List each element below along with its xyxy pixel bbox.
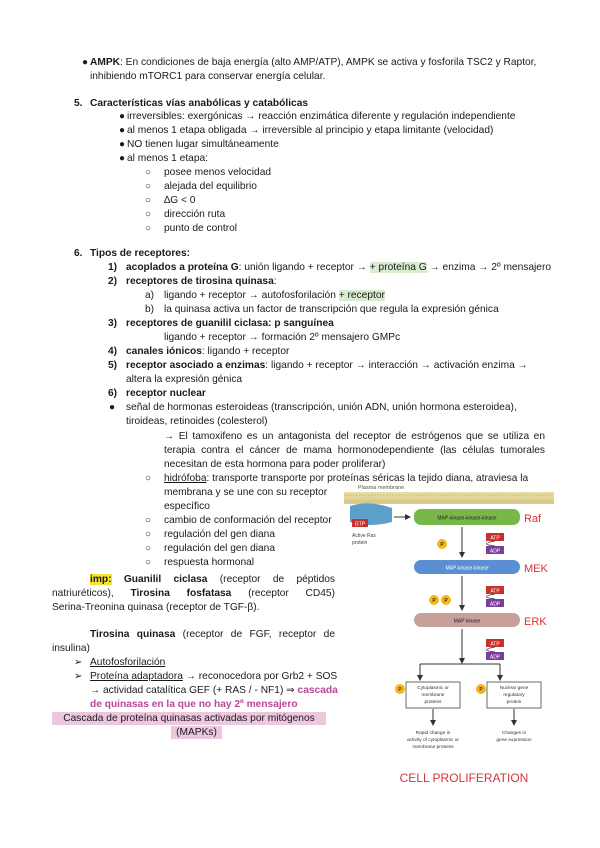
circle-bullet-icon: ○: [145, 223, 152, 234]
outcome-right: Changes in: [501, 731, 527, 736]
svg-text:GTP: GTP: [354, 521, 366, 528]
receptor-5-line-2: altera la expresión génica: [126, 374, 243, 385]
circle-bullet-icon: ○: [145, 209, 152, 220]
outcome-left: Rapid change in: [415, 731, 451, 736]
ampk-line-2: inhibiendo mTORC1 para conservar energía celular.: [90, 71, 326, 82]
svg-text:Nuclear gene: Nuclear gene: [499, 686, 529, 691]
section-6-title: Tipos de receptores:: [90, 248, 191, 259]
svg-text:P: P: [479, 687, 483, 693]
receptor-1: acoplados a proteína G: unión ligando + receptor → + proteína G → enzima → 2º mensajero: [126, 262, 552, 273]
active-ras-label: Active Ras: [352, 533, 376, 539]
bullet-icon: ●: [119, 111, 126, 122]
section-5-title: Características vías anabólicas y catabólicas: [90, 98, 309, 109]
svg-text:MAP kinase: MAP kinase: [453, 618, 481, 625]
tk-line-2: insulina): [52, 643, 90, 654]
tk-line-4: → actividad catalítica GEF (+ RAS / - NF1) ⇒ cascada: [90, 685, 338, 696]
svg-text:ATP: ATP: [490, 641, 500, 648]
list-item: al menos 1 etapa:: [127, 153, 208, 164]
item-number: 2): [108, 276, 118, 287]
tamoxifen-line-3: necesitan de esta hormona para poder proliferar): [164, 459, 386, 470]
highlight: + receptor: [338, 290, 385, 301]
arrow-bullet-icon: ➢: [74, 657, 83, 668]
nuclear-line-2: tiroideas, retinoides (colesterol): [126, 416, 268, 427]
item-number: 3): [108, 318, 118, 329]
item-number: 5): [108, 360, 118, 371]
mapk-cascade-box-line-2: (MAPKs): [171, 726, 222, 739]
erk-label: ERK: [524, 616, 547, 628]
receptor-2b: la quinasa activa un factor de transcripción que regula la expresión génica: [164, 304, 499, 315]
receptor-5: receptor asociado a enzimas: ligando + receptor → interacción → activación enzima →: [126, 360, 528, 371]
bullet-icon: ●: [119, 139, 126, 150]
tamoxifen-line-1: → El tamoxifeno es un antagonista del receptor de estrógenos que se utiliza en: [164, 431, 545, 442]
circle-bullet-icon: ○: [145, 473, 152, 484]
hydrophobic-line-3: específico: [164, 501, 210, 512]
list-item: irreversibles: exergónicas → reacción enzimática diferente y regulación independiente: [127, 111, 516, 122]
tk-line-5: de quinasas en la que no hay 2º mensajero: [90, 699, 298, 710]
svg-text:ATP: ATP: [490, 588, 500, 595]
svg-text:MAP-kinase-kinase: MAP-kinase-kinase: [445, 565, 489, 572]
circle-bullet-icon: ○: [145, 181, 152, 192]
svg-text:P: P: [440, 542, 444, 548]
sub-list-item: ∆G < 0: [164, 195, 196, 206]
cell-proliferation-title: CELL PROLIFERATION: [399, 771, 529, 785]
sub-list-item: regulación del gen diana: [164, 529, 276, 540]
tamoxifen-line-2: terapia contra el cáncer de mama hormonodependiente (las células tumorales: [164, 445, 545, 456]
ampk-label: AMPK: [90, 57, 120, 68]
svg-text:ADP: ADP: [489, 654, 501, 661]
hydrophobic-line-1: hidrófoba: transporte transporte por proteínas séricas la tejido diana, atraviesa la: [164, 473, 529, 484]
raf-label: Raf: [524, 513, 542, 525]
circle-bullet-icon: ○: [145, 557, 152, 568]
list-item: al menos 1 etapa obligada → irreversible al principio y etapa limitante (velocidad): [127, 125, 494, 136]
sub-list-item: posee menos velocidad: [164, 167, 272, 178]
svg-text:membrane proteins: membrane proteins: [412, 745, 454, 750]
membrane-label: Plasma membrane: [358, 485, 405, 491]
receptor-3-text: ligando + receptor → formación 2º mensajero GMPc: [164, 332, 401, 343]
imp-tag: imp:: [90, 574, 112, 585]
item-letter: b): [145, 304, 155, 315]
nuclear-line-1: señal de hormonas esteroideas (transcripción, unión ADN, unión hormona esteroidea),: [126, 402, 517, 413]
svg-text:ADP: ADP: [489, 601, 501, 608]
circle-bullet-icon: ○: [145, 167, 152, 178]
sub-list-item: respuesta hormonal: [164, 557, 255, 568]
circle-bullet-icon: ○: [145, 515, 152, 526]
circle-bullet-icon: ○: [145, 543, 152, 554]
item-number: 6): [108, 388, 118, 399]
svg-text:ADP: ADP: [489, 548, 501, 555]
hydrophobic-line-2: membrana y se une con su receptor: [164, 487, 328, 498]
bullet-icon: ●: [119, 125, 126, 136]
imp-line-3: Serina-Treonina quinasa (receptor de TGF-β).: [52, 602, 260, 613]
receptor-4: canales iónicos: ligando + receptor: [126, 346, 290, 357]
receptor-3: receptores de guanilil ciclasa: p sanguínea: [126, 318, 334, 329]
receptor-6: receptor nuclear: [126, 388, 206, 399]
highlight: + proteína G: [369, 262, 427, 273]
imp-line-1: imp: Guanilil ciclasa (receptor de péptidos: [90, 574, 335, 585]
circle-bullet-icon: ○: [145, 529, 152, 540]
sub-list-item: dirección ruta: [164, 209, 226, 220]
svg-text:Cytoplasmic or: Cytoplasmic or: [417, 686, 449, 691]
svg-text:gene expression: gene expression: [496, 738, 532, 743]
imp-line-2: natriuréticos), Tirosina fosfatasa (receptor CD45): [52, 588, 335, 599]
sub-list-item: punto de control: [164, 223, 238, 234]
mek-label: MEK: [524, 563, 548, 575]
svg-text:membrane: membrane: [421, 693, 445, 698]
item-number: 1): [108, 262, 118, 273]
circle-bullet-icon: ○: [145, 195, 152, 206]
svg-text:ATP: ATP: [490, 535, 500, 542]
sub-list-item: regulación del gen diana: [164, 543, 276, 554]
receptor-2: receptores de tirosina quinasa:: [126, 276, 277, 287]
ampk-line-1: AMPK: En condiciones de baja energía (alto AMP/ATP), AMPK se activa y fosforila TSC2 y Raptor,: [90, 57, 537, 68]
svg-text:P: P: [398, 687, 402, 693]
plasma-membrane: [344, 492, 554, 504]
svg-text:P: P: [444, 598, 448, 604]
bullet-icon: ●: [119, 153, 126, 164]
arrow-bullet-icon: ➢: [74, 671, 83, 682]
svg-text:MAP-kinase-kinase-kinase: MAP-kinase-kinase-kinase: [437, 515, 497, 522]
section-5-number: 5.: [74, 98, 83, 109]
sub-list-item: cambio de conformación del receptor: [164, 515, 332, 526]
tk-item-1: Autofosforilación: [90, 657, 166, 668]
section-6-number: 6.: [74, 248, 83, 259]
receptor-2a: ligando + receptor → autofosforilación + receptor: [164, 290, 385, 301]
svg-text:proteins: proteins: [424, 700, 442, 705]
bullet-icon: ●: [109, 402, 116, 413]
svg-text:protein: protein: [352, 540, 368, 546]
svg-text:regulatory: regulatory: [503, 693, 525, 698]
list-item: NO tienen lugar simultáneamente: [127, 139, 279, 150]
sub-list-item: alejada del equilibrio: [164, 181, 257, 192]
item-number: 4): [108, 346, 118, 357]
bullet-icon: ●: [82, 57, 89, 68]
item-letter: a): [145, 290, 155, 301]
mapk-cascade-diagram: [340, 482, 560, 798]
mapk-cascade-box-line-1: Cascada de proteína quinasas activadas por mitógenos: [52, 712, 326, 725]
tk-line-1: Tirosina quinasa (receptor de FGF, receptor de: [90, 629, 335, 640]
svg-text:protein: protein: [506, 700, 522, 705]
svg-text:activity of cytoplasmic or: activity of cytoplasmic or: [407, 738, 459, 743]
tk-item-2: Proteína adaptadora → reconocedora por Grb2 + SOS: [90, 671, 338, 682]
svg-text:P: P: [432, 598, 436, 604]
